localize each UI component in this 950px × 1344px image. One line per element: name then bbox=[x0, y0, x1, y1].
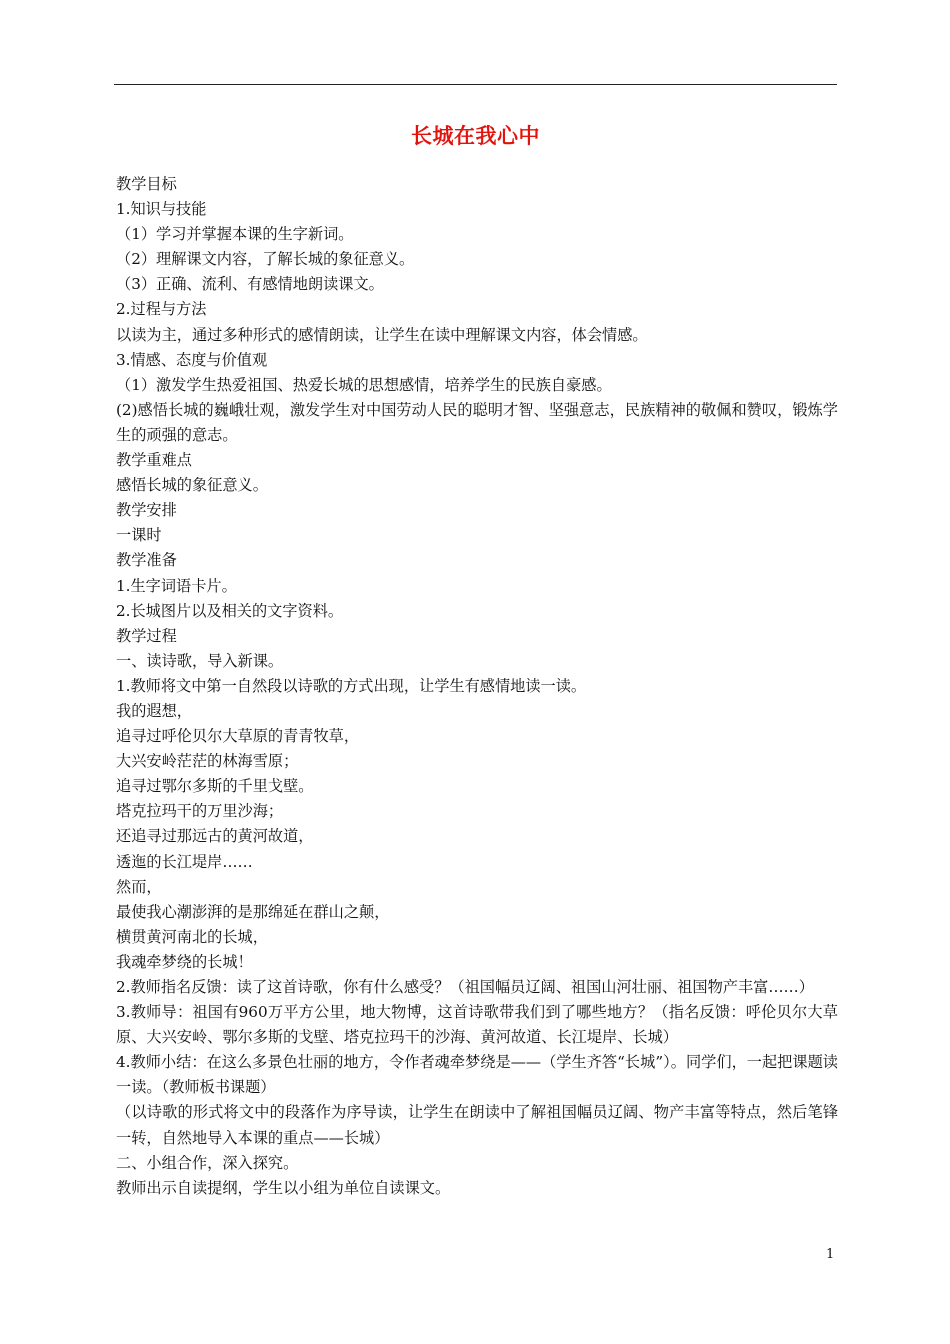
page-number: 1 bbox=[826, 1247, 835, 1262]
text-line: 教学安排 bbox=[116, 501, 177, 520]
text-line: 教师出示自读提纲，学生以小组为单位自读课文。 bbox=[116, 1178, 451, 1197]
text-line: 教学重难点 bbox=[116, 451, 192, 470]
text-line: 最使我心潮澎湃的是那绵延在群山之颠， bbox=[116, 902, 390, 921]
text-line: 我的遐想， bbox=[116, 701, 192, 720]
text-line: 一课时 bbox=[116, 526, 162, 545]
text-line: 教学过程 bbox=[116, 626, 177, 645]
text-line: 4.教师小结：在这么多景色壮丽的地方，令作者魂牵梦绕是——（学生齐答“长城”）。同学们，一起把课题读一读。（教师板书课题） bbox=[116, 1053, 838, 1097]
text-line: 2.教师指名反馈：读了这首诗歌，你有什么感受？（祖国幅员辽阔、祖国山河壮丽、祖国物产丰富……） bbox=[116, 978, 814, 996]
text-line: 大兴安岭茫茫的林海雪原； bbox=[116, 752, 299, 771]
header-rule bbox=[114, 84, 837, 85]
text-line: 以读为主，通过多种形式的感情朗读，让学生在读中理解课文内容，体会情感。 bbox=[116, 325, 648, 344]
text-line: 塔克拉玛干的万里沙海； bbox=[116, 802, 284, 821]
text-line: 感悟长城的象征意义。 bbox=[116, 476, 268, 495]
text-line: 横贯黄河南北的长城， bbox=[116, 927, 268, 946]
text-line: 透迤的长江堤岸…… bbox=[116, 852, 253, 871]
text-line: 1.知识与技能 bbox=[116, 200, 207, 219]
text-line: 2.过程与方法 bbox=[116, 300, 207, 319]
text-line: （1）学习并掌握本课的生字新词。 bbox=[116, 225, 354, 244]
text-line: 1.生字词语卡片。 bbox=[116, 576, 237, 595]
text-line: 然而， bbox=[116, 877, 162, 896]
page-title: 长城在我心中 bbox=[411, 123, 540, 148]
text-line: （1）激发学生热爱祖国、热爱长城的思想感情，培养学生的民族自豪感。 bbox=[116, 375, 612, 394]
text-line: 追寻过鄂尔多斯的千里戈壁。 bbox=[116, 777, 314, 796]
text-line: 追寻过呼伦贝尔大草原的青青牧草， bbox=[116, 727, 359, 746]
text-line: 3.教师导：祖国有960万平方公里，地大物博，这首诗歌带我们到了哪些地方？（指名反馈：呼伦贝尔大草原、大兴安岭、鄂尔多斯的戈壁、塔克拉玛干的沙海、黄河故道、长江堤岸、长城） bbox=[116, 1003, 838, 1047]
text-line: （3）正确、流利、有感情地朗读课文。 bbox=[116, 275, 384, 294]
text-line: 二、小组合作，深入探究。 bbox=[116, 1153, 299, 1172]
document-body bbox=[116, 172, 838, 1201]
text-line: （2）理解课文内容，了解长城的象征意义。 bbox=[116, 250, 415, 269]
text-line: 2.长城图片以及相关的文字资料。 bbox=[116, 601, 344, 620]
text-line: 还追寻过那远古的黄河故道， bbox=[116, 827, 314, 846]
text-line: 教学目标 bbox=[116, 175, 177, 193]
text-line: 3.情感、态度与价值观 bbox=[116, 350, 268, 369]
text-line: 我魂牵梦绕的长城！ bbox=[116, 952, 253, 971]
text-line: 一、读诗歌，导入新课。 bbox=[116, 651, 284, 670]
text-line: (2)感悟长城的巍峨壮观，激发学生对中国劳动人民的聪明才智、坚强意志，民族精神的敬佩和赞叹，锻炼学生的顽强的意志。 bbox=[116, 400, 838, 444]
text-line: 1.教师将文中第一自然段以诗歌的方式出现，让学生有感情地读一读。 bbox=[116, 676, 587, 695]
text-line: （以诗歌的形式将文中的段落作为序导读，让学生在朗读中了解祖国幅员辽阔、物产丰富等特点，然后笔锋一转，自然地导入本课的重点——长城） bbox=[116, 1103, 838, 1147]
text-line: 教学准备 bbox=[116, 551, 177, 570]
